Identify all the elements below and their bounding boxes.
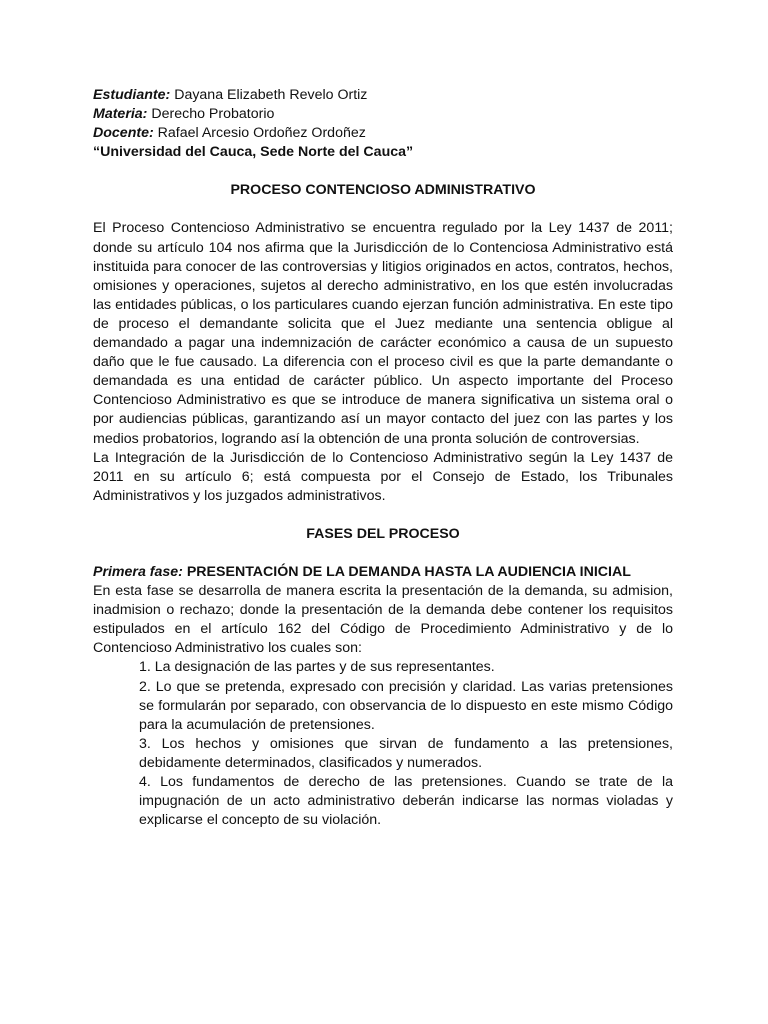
phases-title: FASES DEL PROCESO <box>306 525 460 542</box>
student-line <box>93 86 673 105</box>
first-phase-label: Primera fase: <box>93 563 183 580</box>
student-label: Estudiante: <box>93 87 171 103</box>
first-phase-text: En esta fase se desarrolla de manera escrita la presentación de la demanda, su admision, inadmision o rechazo; donde la presentación de la demanda debe contener los requisitos estipulados en el artículo 162 del Código de Procedimiento Administrativo y de lo Contencioso Administrativo los cuales son: <box>93 583 673 657</box>
document-page <box>93 86 673 830</box>
subject-label: Materia: <box>93 106 148 123</box>
document-title: PROCESO CONTENCIOSO ADMINISTRATIVO <box>230 182 536 199</box>
subject-name: Derecho Probatorio <box>147 106 275 123</box>
list-item: 1. La designación de las partes y de sus representantes. <box>139 659 495 676</box>
university-name: “Universidad del Cauca, Sede Norte del Cauca” <box>93 144 414 161</box>
teacher-label: Docente: <box>93 125 154 142</box>
teacher-line <box>93 124 673 143</box>
student-name: Dayana Elizabeth Revelo Ortiz <box>170 87 368 103</box>
requirements-list <box>93 658 673 830</box>
intro-paragraph: El Proceso Contencioso Administrativo se encuentra regulado por la Ley 1437 de 2011; donde su artículo 104 nos afirma que la Jurisdicción de lo Contenciosa Administrativo está instituida para conocer de las controversias y litigios originados en actos, contratos, hechos, omisiones y operaciones, sujetos al derecho administrativo, en los que estén involucradas las entidades públicas, o los particulares cuando ejerzan función administrativa. En este tipo de proceso el demandante solicita que el Juez mediante una sentencia obligue al demandado a pagar una indemnización de carácter económico a causa de un supuesto daño que le fue causado. La diferencia con el proceso civil es que la parte demandante o demandada es una entidad de carácter público. Un aspecto importante del Proceso Contencioso Administrativo es que se introduce de manera significativa un sistema oral o por audiencias públicas, garantizando así un mayor contacto del juez con las partes y los medios probatorios, logrando así la obtención de una pronta solución de controversias. <box>93 220 673 447</box>
list-item: 4. Los fundamentos de derecho de las pretensiones. Cuando se trate de la impugnación de un acto administrativo deberán indicarse las normas violadas y explicarse el concepto de su violación. <box>139 774 673 829</box>
list-item: 3. Los hechos y omisiones que sirvan de fundamento a las pretensiones, debidamente determinados, clasificados y numerados. <box>139 735 673 771</box>
first-phase-heading <box>93 563 673 582</box>
intro-paragraph: La Integración de la Jurisdicción de lo Contencioso Administrativo según la Ley 1437 de 2011 en su artículo 6; está compuesta por el Consejo de Estado, los Tribunales Administrativos y los juzgados administrativos. <box>93 449 673 504</box>
teacher-name: Rafael Arcesio Ordoñez Ordoñez <box>153 125 366 142</box>
subject-line <box>93 105 673 124</box>
list-item: 2. Lo que se pretenda, expresado con precisión y claridad. Las varias pretensiones se formularán por separado, con observancia de lo dispuesto en este mismo Código para la acumulación de pretensiones. <box>139 678 673 733</box>
first-phase-title: PRESENTACIÓN DE LA DEMANDA HASTA LA AUDIENCIA INICIAL <box>182 563 631 580</box>
